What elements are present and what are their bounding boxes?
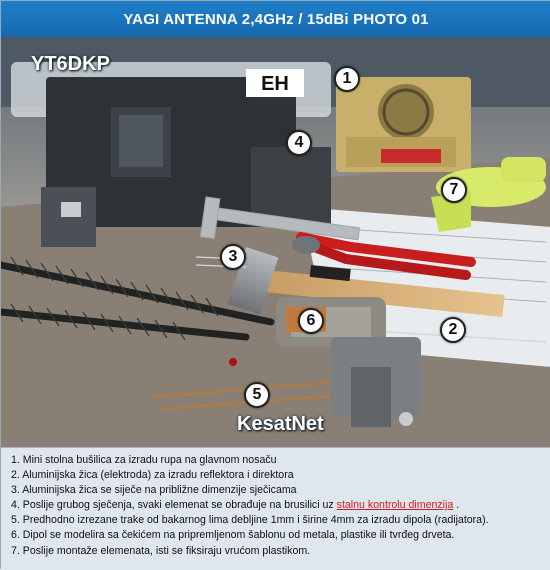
photo-scene [1,37,550,447]
callout-2: 2 [440,317,466,343]
legend-item-4-text: 4. Poslije grubog sječenja, svaki elemenat se obrađuje na brusilici uz [11,499,337,512]
watermark-site: KesatNet [237,413,324,435]
page-title: YAGI ANTENNA 2,4GHz / 15dBi PHOTO 01 [1,1,550,37]
callout-3: 3 [220,244,246,270]
legend-item-5: 5. Predhodno izrezane trake od bakarnog lima debljine 1mm i širine 4mm za izradu dipola (radijatora). [11,514,489,527]
legend-item-3: 3. Aluminijska žica se siječe na približne dimenzije sječicama [11,484,297,497]
legend-panel [1,447,550,570]
legend-item-7: 7. Poslije montaže elemenata, isti se fiksiraju vrućom plastikom. [11,544,311,557]
workbench-photo [1,37,550,447]
legend-item-2: 2. Aluminijska žica (elektroda) za izradu reflektora i direktora [11,469,294,482]
callout-7: 7 [441,177,467,203]
legend-item-4 [11,498,543,513]
callout-4: 4 [286,130,312,156]
callout-5: 5 [244,382,270,408]
dimension-control-link[interactable]: stalnu kontrolu dimenzija [336,499,454,512]
legend-item-4-end: . [453,499,460,512]
callout-1: 1 [334,66,360,92]
callout-6: 6 [298,308,324,334]
watermark-callsign: YT6DKP [31,53,110,75]
legend-item-6: 6. Dipol se modelira sa čekićem na pripremljenom šablonu od metala, plastike ili tvrđeg drveta. [11,529,455,542]
legend-item-1: 1. Mini stolna bušilica za izradu rupa na glavnom nosaču [11,454,277,466]
drill-label: EH [261,73,289,95]
